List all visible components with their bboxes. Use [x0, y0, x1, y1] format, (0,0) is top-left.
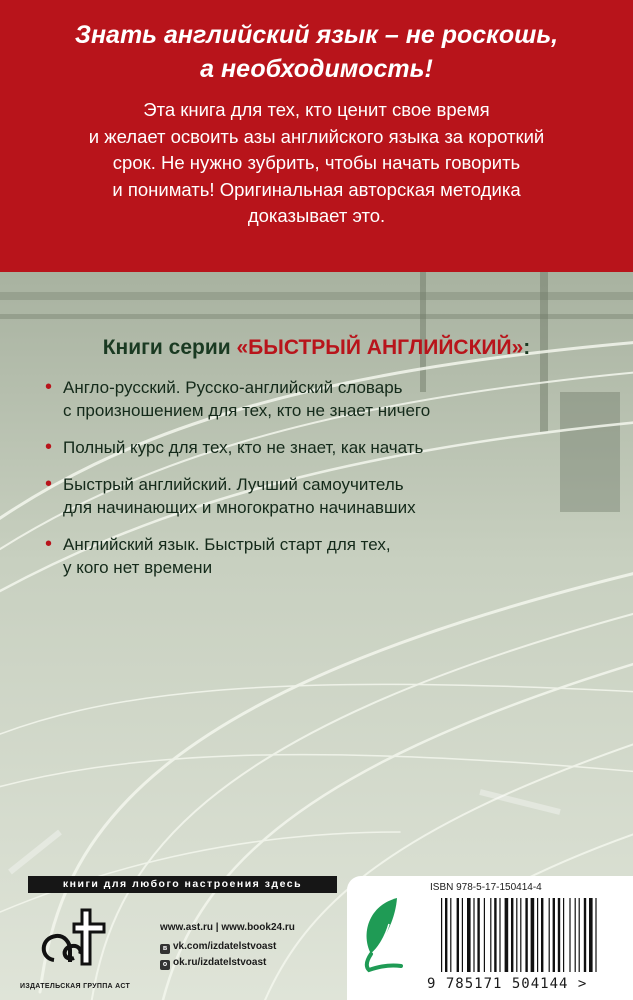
- publisher-caption: ИЗДАТЕЛЬСКАЯ ГРУППА АСТ: [20, 983, 131, 990]
- ok-url: ok.ru/izdatelstvoast: [173, 957, 267, 968]
- barcode-bar: [549, 898, 550, 972]
- barcode-bar: [441, 898, 442, 972]
- list-item: [45, 533, 605, 579]
- barcode-bar: [484, 898, 485, 972]
- barcode-bar: [467, 898, 471, 972]
- lead-line: срок. Не нужно зубрить, чтобы начать говорить: [112, 152, 521, 173]
- headline: [0, 18, 633, 86]
- barcode-bar: [445, 898, 447, 972]
- logo-text: ac: [54, 958, 56, 959]
- top-banner: [0, 0, 633, 272]
- barcode-bar: [457, 898, 459, 972]
- barcode-bar: [553, 898, 555, 972]
- headline-line: а необходимость!: [200, 55, 433, 83]
- barcode-bar: [589, 898, 593, 972]
- bullet-icon: •: [45, 473, 53, 495]
- series-prefix: Книги серии: [102, 336, 237, 359]
- barcode-bar: [505, 898, 509, 972]
- barcode-box: [347, 876, 633, 1000]
- barcode-bars: [437, 898, 627, 976]
- ok-link[interactable]: [160, 957, 266, 970]
- barcode-bar: [516, 898, 517, 972]
- vk-link[interactable]: [160, 941, 276, 954]
- barcode-bar: [531, 898, 535, 972]
- ast-logo: [34, 898, 114, 978]
- list-item-line: с произношением для тех, кто не знает ничего: [63, 401, 431, 420]
- barcode-bar: [490, 898, 491, 972]
- barcode-bar: [569, 898, 570, 972]
- list-item-line: Англо-русский. Русско-английский словарь: [63, 378, 403, 397]
- list-item-line: Английский язык. Быстрый старт для тех,: [63, 535, 391, 554]
- barcode-bar: [525, 898, 527, 972]
- series-book-list: [45, 376, 605, 593]
- headline-line: Знать английский язык – не роскошь,: [74, 21, 559, 49]
- barcode-bar: [511, 898, 513, 972]
- list-item: [45, 473, 605, 519]
- vk-url: vk.com/izdatelstvoast: [173, 941, 277, 952]
- ok-icon: о: [160, 960, 170, 970]
- barcode-bar: [450, 898, 451, 972]
- bullet-icon: •: [45, 436, 53, 458]
- vk-icon: в: [160, 944, 170, 954]
- tagline-strip: книги для любого настроения здесь: [28, 876, 337, 893]
- barcode-bar: [558, 898, 560, 972]
- list-item: [45, 376, 605, 422]
- list-item-line: Полный курс для тех, кто не знает, как начать: [63, 438, 424, 457]
- barcode-bar: [579, 898, 580, 972]
- lead-line: Эта книга для тех, кто ценит свое время: [143, 99, 490, 120]
- barcode-bar: [541, 898, 543, 972]
- series-name: «БЫСТРЫЙ АНГЛИЙСКИЙ»: [236, 336, 524, 359]
- bullet-icon: •: [45, 533, 53, 555]
- lead-line: доказывает это.: [247, 205, 386, 226]
- bullet-icon: •: [45, 376, 53, 398]
- lead-line: и желает освоить азы английского языка за короткий: [88, 125, 545, 147]
- barcode-bar: [537, 898, 538, 972]
- isbn-label: ISBN 978-5-17-150414-4: [430, 882, 542, 893]
- barcode-number: 9 785171 504144 >: [427, 976, 588, 992]
- barcode-bar: [584, 898, 586, 972]
- website-links[interactable]: www.ast.ru | www.book24.ru: [160, 922, 295, 933]
- barcode-bar: [499, 898, 500, 972]
- feather-leaf-icon: [357, 894, 413, 974]
- list-item-line: Быстрый английский. Лучший самоучитель: [63, 475, 404, 494]
- lead-paragraph: [40, 97, 593, 230]
- barcode-bar: [477, 898, 479, 972]
- barcode-bar: [575, 898, 576, 972]
- list-item: [45, 436, 605, 459]
- list-item-line: для начинающих и многократно начинавших: [63, 498, 416, 517]
- barcode-bar: [462, 898, 463, 972]
- lead-line: и понимать! Оригинальная авторская методика: [112, 178, 521, 200]
- series-title: [0, 336, 633, 360]
- barcode-bar: [520, 898, 521, 972]
- barcode-bar: [595, 898, 596, 972]
- list-item-line: у кого нет времени: [63, 558, 213, 577]
- series-suffix: :: [523, 336, 531, 359]
- barcode-bar: [494, 898, 496, 972]
- barcode-bar: [563, 898, 564, 972]
- barcode-bar: [473, 898, 474, 972]
